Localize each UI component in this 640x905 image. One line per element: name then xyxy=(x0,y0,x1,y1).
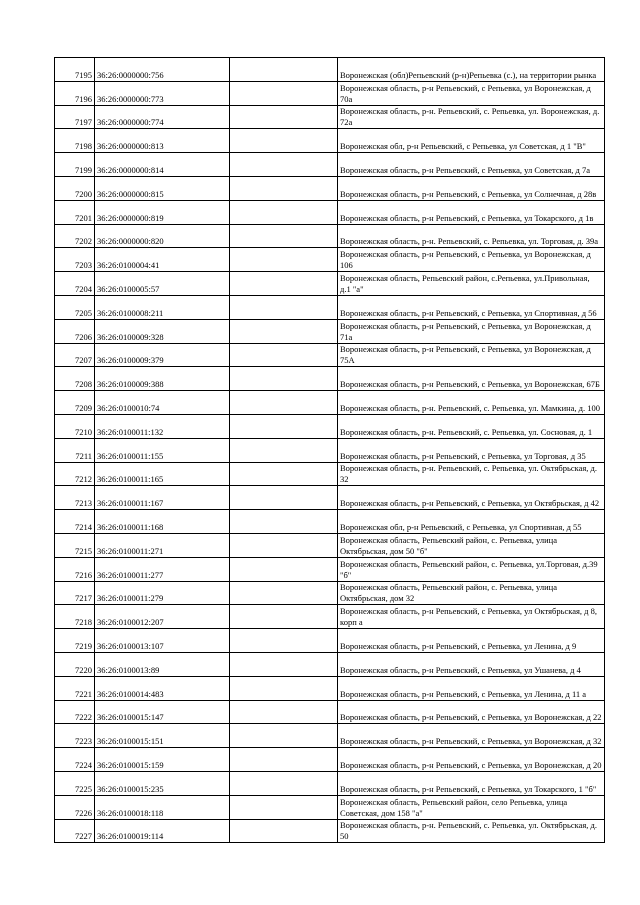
cadastral-number-cell: 36:26:0100011:155 xyxy=(95,438,230,462)
row-number-cell: 7214 xyxy=(55,510,95,534)
cadastral-number-cell: 36:26:0100010:74 xyxy=(95,391,230,415)
empty-cell xyxy=(230,819,338,843)
table-row xyxy=(55,272,605,296)
empty-cell xyxy=(230,176,338,200)
row-number-cell: 7204 xyxy=(55,272,95,296)
row-number-cell: 7210 xyxy=(55,414,95,438)
cadastral-number-cell: 36:26:0000000:756 xyxy=(95,58,230,82)
row-number-cell: 7198 xyxy=(55,129,95,153)
address-cell: Воронежская область, р-н Репьевский, с Репьевка, ул Воронежская, д 20 xyxy=(338,748,605,772)
row-number-cell: 7225 xyxy=(55,771,95,795)
row-number-cell: 7195 xyxy=(55,58,95,82)
row-number-cell: 7215 xyxy=(55,533,95,557)
address-cell: Воронежская область, р-н Репьевский, с Репьевка, ул Токарского, д 1в xyxy=(338,200,605,224)
empty-cell xyxy=(230,200,338,224)
address-cell: Воронежская область, р-н Репьевский, с Репьевка, ул Воронежская, д 22 xyxy=(338,700,605,724)
cadastral-number-cell: 36:26:0000000:773 xyxy=(95,81,230,105)
address-cell: Воронежская область, р-н Репьевский, с Репьевка, ул Октябрьская, д 42 xyxy=(338,486,605,510)
address-cell: Воронежская область, р-н. Репьевский, с. Репьевка, ул. Мамкина, д. 100 xyxy=(338,391,605,415)
address-cell: Воронежская область, р-н. Репьевский, с. Репьевка, ул. Торговая, д. 39а xyxy=(338,224,605,248)
table-row xyxy=(55,486,605,510)
table-row xyxy=(55,319,605,343)
empty-cell xyxy=(230,248,338,272)
row-number-cell: 7218 xyxy=(55,605,95,629)
table-row xyxy=(55,224,605,248)
empty-cell xyxy=(230,557,338,581)
table-row xyxy=(55,510,605,534)
address-cell: Воронежская область, Репьевский район, с.Репьевка, ул.Привольная, д.1 "а" xyxy=(338,272,605,296)
address-cell: Воронежская обл, р-н Репьевский, с Репьевка, ул Советская, д 1 "В" xyxy=(338,129,605,153)
empty-cell xyxy=(230,153,338,177)
empty-cell xyxy=(230,367,338,391)
address-cell: Воронежская область, Репьевский район, село Репьевка, улица Советская, дом 158 "а" xyxy=(338,795,605,819)
cadastral-number-cell: 36:26:0000000:814 xyxy=(95,153,230,177)
cadastral-number-cell: 36:26:0100011:165 xyxy=(95,462,230,486)
cadastral-number-cell: 36:26:0100013:89 xyxy=(95,652,230,676)
table-row xyxy=(55,533,605,557)
table-row xyxy=(55,58,605,82)
address-cell: Воронежская область, р-н Репьевский, с Репьевка, ул Воронежская, д 106 xyxy=(338,248,605,272)
row-number-cell: 7220 xyxy=(55,652,95,676)
row-number-cell: 7216 xyxy=(55,557,95,581)
cadastral-number-cell: 36:26:0100011:168 xyxy=(95,510,230,534)
row-number-cell: 7201 xyxy=(55,200,95,224)
table-row xyxy=(55,819,605,843)
table-row xyxy=(55,676,605,700)
cadastral-number-cell: 36:26:0100011:279 xyxy=(95,581,230,605)
empty-cell xyxy=(230,272,338,296)
address-cell: Воронежская область, р-н Репьевский, с Репьевка, ул Советская, д 7а xyxy=(338,153,605,177)
empty-cell xyxy=(230,81,338,105)
cadastral-number-cell: 36:26:0100009:379 xyxy=(95,343,230,367)
table-row xyxy=(55,81,605,105)
table-row xyxy=(55,652,605,676)
address-cell: Воронежская область, р-н Репьевский, с Репьевка, ул Ушанева, д 4 xyxy=(338,652,605,676)
row-number-cell: 7226 xyxy=(55,795,95,819)
table-row xyxy=(55,581,605,605)
table-row xyxy=(55,105,605,129)
table-row xyxy=(55,605,605,629)
empty-cell xyxy=(230,700,338,724)
row-number-cell: 7199 xyxy=(55,153,95,177)
cadastral-number-cell: 36:26:0100019:114 xyxy=(95,819,230,843)
empty-cell xyxy=(230,391,338,415)
cadastral-number-cell: 36:26:0100015:147 xyxy=(95,700,230,724)
empty-cell xyxy=(230,771,338,795)
empty-cell xyxy=(230,629,338,653)
cadastral-number-cell: 36:26:0100011:167 xyxy=(95,486,230,510)
row-number-cell: 7209 xyxy=(55,391,95,415)
empty-cell xyxy=(230,676,338,700)
cadastral-number-cell: 36:26:0100011:277 xyxy=(95,557,230,581)
empty-cell xyxy=(230,58,338,82)
address-cell: Воронежская область, р-н Репьевский, с Репьевка, ул Спортивная, д 56 xyxy=(338,295,605,319)
address-cell: Воронежская область, р-н Репьевский, с Репьевка, ул Октябрьская, д 8, корп а xyxy=(338,605,605,629)
cadastral-number-cell: 36:26:0100004:41 xyxy=(95,248,230,272)
table-row xyxy=(55,295,605,319)
table-row xyxy=(55,724,605,748)
address-cell: Воронежская область, р-н Репьевский, с Репьевка, ул Торговая, д 35 xyxy=(338,438,605,462)
empty-cell xyxy=(230,438,338,462)
cadastral-number-cell: 36:26:0000000:813 xyxy=(95,129,230,153)
row-number-cell: 7222 xyxy=(55,700,95,724)
row-number-cell: 7217 xyxy=(55,581,95,605)
empty-cell xyxy=(230,462,338,486)
address-cell: Воронежская область, р-н Репьевский, с Репьевка, ул Воронежская, д 71а xyxy=(338,319,605,343)
cadastral-number-cell: 36:26:0000000:819 xyxy=(95,200,230,224)
cadastral-number-cell: 36:26:0100011:271 xyxy=(95,533,230,557)
cadastral-number-cell: 36:26:0100013:107 xyxy=(95,629,230,653)
table-row xyxy=(55,771,605,795)
address-cell: Воронежская область, р-н. Репьевский, с. Репьевка, ул. Октябрьская, д. 50 xyxy=(338,819,605,843)
cadastral-number-cell: 36:26:0100005:57 xyxy=(95,272,230,296)
table-row xyxy=(55,795,605,819)
row-number-cell: 7197 xyxy=(55,105,95,129)
table-row xyxy=(55,367,605,391)
empty-cell xyxy=(230,605,338,629)
table-row xyxy=(55,391,605,415)
row-number-cell: 7213 xyxy=(55,486,95,510)
cadastral-number-cell: 36:26:0100008:211 xyxy=(95,295,230,319)
cadastral-number-cell: 36:26:0100012:207 xyxy=(95,605,230,629)
address-cell: Воронежская область, р-н. Репьевский, с. Репьевка, ул. Воронежская, д. 72а xyxy=(338,105,605,129)
address-cell: Воронежская область, р-н Репьевский, с Репьевка, ул Ленина, д 9 xyxy=(338,629,605,653)
row-number-cell: 7219 xyxy=(55,629,95,653)
registry-table xyxy=(54,57,605,843)
row-number-cell: 7227 xyxy=(55,819,95,843)
table-row xyxy=(55,248,605,272)
row-number-cell: 7202 xyxy=(55,224,95,248)
cadastral-number-cell: 36:26:0100015:235 xyxy=(95,771,230,795)
address-cell: Воронежская область, р-н. Репьевский, с. Репьевка, ул. Октябрьская, д. 32 xyxy=(338,462,605,486)
row-number-cell: 7212 xyxy=(55,462,95,486)
row-number-cell: 7223 xyxy=(55,724,95,748)
table-row xyxy=(55,129,605,153)
address-cell: Воронежская область, р-н Репьевский, с Репьевка, ул Воронежская, д 32 xyxy=(338,724,605,748)
address-cell: Воронежская область, Репьевский район, с. Репьевка, ул.Торговая, д.39 "б" xyxy=(338,557,605,581)
table-row xyxy=(55,748,605,772)
row-number-cell: 7208 xyxy=(55,367,95,391)
row-number-cell: 7207 xyxy=(55,343,95,367)
row-number-cell: 7206 xyxy=(55,319,95,343)
cadastral-number-cell: 36:26:0100015:151 xyxy=(95,724,230,748)
table-row xyxy=(55,700,605,724)
table-row xyxy=(55,438,605,462)
empty-cell xyxy=(230,748,338,772)
address-cell: Воронежская (обл)Репьевский (р-н)Репьевка (с.), на территории рынка xyxy=(338,58,605,82)
row-number-cell: 7211 xyxy=(55,438,95,462)
cadastral-number-cell: 36:26:0100011:132 xyxy=(95,414,230,438)
address-cell: Воронежская область, Репьевский район, с. Репьевка, улица Октябрьская, дом 50 "б" xyxy=(338,533,605,557)
empty-cell xyxy=(230,105,338,129)
cadastral-number-cell: 36:26:0100014:483 xyxy=(95,676,230,700)
empty-cell xyxy=(230,795,338,819)
empty-cell xyxy=(230,486,338,510)
address-cell: Воронежская область, Репьевский район, с. Репьевка, улица Октябрьская, дом 32 xyxy=(338,581,605,605)
row-number-cell: 7224 xyxy=(55,748,95,772)
table-row xyxy=(55,414,605,438)
row-number-cell: 7221 xyxy=(55,676,95,700)
address-cell: Воронежская область, р-н Репьевский, с Репьевка, ул Воронежская, д 75А xyxy=(338,343,605,367)
address-cell: Воронежская область, р-н Репьевский, с Репьевка, ул Воронежская, 67Б xyxy=(338,367,605,391)
empty-cell xyxy=(230,533,338,557)
empty-cell xyxy=(230,510,338,534)
table-row xyxy=(55,462,605,486)
table-row xyxy=(55,343,605,367)
empty-cell xyxy=(230,581,338,605)
cadastral-number-cell: 36:26:0100009:328 xyxy=(95,319,230,343)
cadastral-number-cell: 36:26:0000000:774 xyxy=(95,105,230,129)
empty-cell xyxy=(230,129,338,153)
empty-cell xyxy=(230,724,338,748)
cadastral-number-cell: 36:26:0100009:388 xyxy=(95,367,230,391)
row-number-cell: 7203 xyxy=(55,248,95,272)
table-row xyxy=(55,153,605,177)
cadastral-number-cell: 36:26:0000000:815 xyxy=(95,176,230,200)
address-cell: Воронежская область, р-н Репьевский, с Репьевка, ул Ленина, д 11 а xyxy=(338,676,605,700)
cadastral-number-cell: 36:26:0100015:159 xyxy=(95,748,230,772)
address-cell: Воронежская область, р-н Репьевский, с Репьевка, ул Воронежская, д 70а xyxy=(338,81,605,105)
empty-cell xyxy=(230,295,338,319)
row-number-cell: 7200 xyxy=(55,176,95,200)
address-cell: Воронежская область, р-н Репьевский, с Репьевка, ул Солнечная, д 28в xyxy=(338,176,605,200)
table-row xyxy=(55,176,605,200)
registry-table-body xyxy=(55,58,605,843)
table-row xyxy=(55,200,605,224)
table-row xyxy=(55,629,605,653)
row-number-cell: 7205 xyxy=(55,295,95,319)
cadastral-number-cell: 36:26:0100018:118 xyxy=(95,795,230,819)
empty-cell xyxy=(230,224,338,248)
address-cell: Воронежская обл, р-н Репьевский, с Репьевка, ул Спортивная, д 55 xyxy=(338,510,605,534)
empty-cell xyxy=(230,652,338,676)
table-row xyxy=(55,557,605,581)
empty-cell xyxy=(230,414,338,438)
address-cell: Воронежская область, р-н. Репьевский, с. Репьевка, ул. Сосновая, д. 1 xyxy=(338,414,605,438)
address-cell: Воронежская область, р-н Репьевский, с Репьевка, ул Токарского, 1 "б" xyxy=(338,771,605,795)
empty-cell xyxy=(230,343,338,367)
empty-cell xyxy=(230,319,338,343)
cadastral-number-cell: 36:26:0000000:820 xyxy=(95,224,230,248)
row-number-cell: 7196 xyxy=(55,81,95,105)
